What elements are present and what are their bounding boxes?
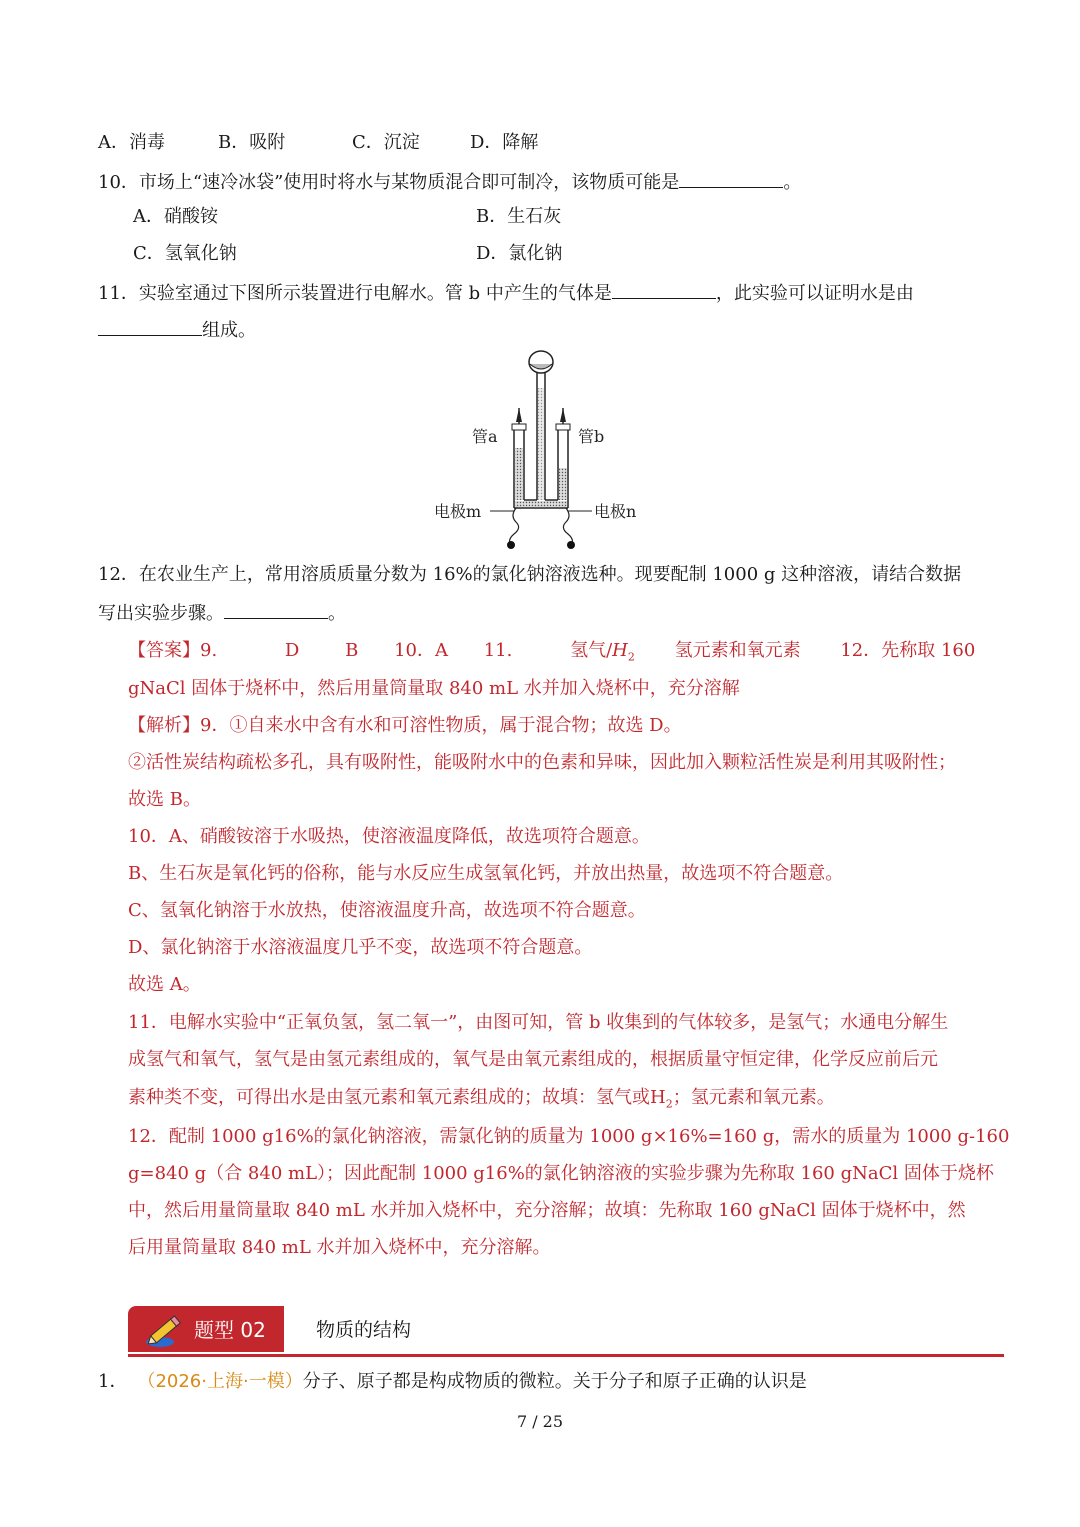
answer-blank: [98, 317, 202, 336]
answer-blank: [679, 169, 783, 188]
analysis-line: B、生石灰是氧化钙的俗称，能与水反应生成氢氧化钙，并放出热量，故选项不符合题意。: [128, 863, 844, 884]
analysis-line: 11．电解水实验中“正氧负氢，氢二氧一”，由图可知，管 b 收集到的气体较多，是氢气；水通电分解生: [128, 1012, 949, 1033]
label-tube-a: 管a: [472, 427, 498, 446]
analysis-line: 素种类不变，可得出水是由氢元素和氧元素组成的；故填：氢气或$H_2$；氢元素和氧元素。: [128, 1087, 835, 1111]
analysis-line: 后用量筒量取 840 mL 水并加入烧杯中，充分溶解。: [128, 1237, 551, 1258]
label-electrode-m: 电极m: [434, 502, 482, 521]
q11-stem: 11．实验室通过下图所示装置进行电解水。管 b 中产生的气体是 ，此实验可以证明水是由: [98, 280, 914, 306]
analysis-line: C、氢氧化钠溶于水放热，使溶液温度升高，故选项不符合题意。: [128, 900, 646, 921]
q10-stem: 10．市场上“速冷冰袋”使用时将水与某物质混合即可制冷，该物质可能是 。: [98, 169, 801, 195]
q10-option-d: D．氯化钠: [476, 243, 563, 264]
q9-option-d: D．降解: [470, 132, 539, 153]
analysis-line: 中，然后用量筒量取 840 mL 水并加入烧杯中，充分溶解；故填：先称取 160 gNaCl 固体于烧杯中，然: [128, 1200, 966, 1221]
analysis-line: g=840 g（合 840 mL）；因此配制 1000 g16%的氯化钠溶液的实验步骤为先称取 160 gNaCl 固体于烧杯: [128, 1163, 994, 1184]
analysis-line: ②活性炭结构疏松多孔，具有吸附性，能吸附水中的色素和异味，因此加入颗粒活性炭是利用其吸附性；: [128, 752, 956, 773]
q10-option-a: A．硝酸铵: [133, 206, 218, 227]
section-badge-label: 题型 02: [194, 1318, 266, 1342]
q11-line2: 组成。: [98, 317, 256, 343]
q9-option-c: C．沉淀: [352, 132, 420, 153]
page-number: 7 / 25: [516, 1412, 564, 1431]
analysis-line: D、氯化钠溶于水溶液温度几乎不变，故选项不符合题意。: [128, 937, 593, 958]
analysis-line: 故选 B。: [128, 789, 201, 810]
pencil-icon: [142, 1310, 186, 1350]
analysis-line: 成氢气和氧气，氢气是由氢元素组成的，氧气是由氧元素组成的，根据质量守恒定律，化学反应前后元: [128, 1049, 938, 1070]
answer-blank: [612, 280, 716, 299]
answer-line2: gNaCl 固体于烧杯中，然后用量筒量取 840 mL 水并加入烧杯中，充分溶解: [128, 678, 740, 699]
analysis-line: 12．配制 1000 g16%的氯化钠溶液，需氯化钠的质量为 1000 g×16%=160 g，需水的质量为 1000 g-160: [128, 1126, 1010, 1147]
q12-line2: 写出实验步骤。 。: [98, 600, 346, 626]
section-title: 物质的结构: [316, 1319, 412, 1341]
answer-line1: 【答案】9. D B 10．A 11. 氢气$/H_2$ 氢元素和氧元素 12．先称取 160: [128, 640, 976, 664]
electrolysis-diagram: [420, 348, 660, 558]
analysis-line: 10．A、硝酸铵溶于水吸热，使溶液温度降低，故选项符合题意。: [128, 826, 650, 847]
q10-option-c: C．氢氧化钠: [133, 243, 237, 264]
label-tube-b: 管b: [578, 427, 605, 446]
label-electrode-n: 电极n: [594, 502, 637, 521]
analysis-line: 故选 A。: [128, 974, 201, 995]
q9-option-b: B．吸附: [218, 132, 286, 153]
q10-option-b: B．生石灰: [476, 206, 562, 227]
q9-option-a: A．消毒: [98, 132, 165, 153]
question-source: （2026·上海·一模）: [137, 1371, 303, 1392]
next-question: 1． （2026·上海·一模）分子、原子都是构成物质的微粒。关于分子和原子正确的认识是: [98, 1371, 807, 1392]
q12-line1: 12．在农业生产上，常用溶质质量分数为 16%的氯化钠溶液选种。现要配制 1000 g 这种溶液，请结合数据: [98, 564, 962, 585]
answer-blank: [224, 600, 328, 619]
analysis-line: 【解析】9．①自来水中含有水和可溶性物质，属于混合物；故选 D。: [128, 715, 682, 736]
section-divider: [128, 1354, 1004, 1357]
